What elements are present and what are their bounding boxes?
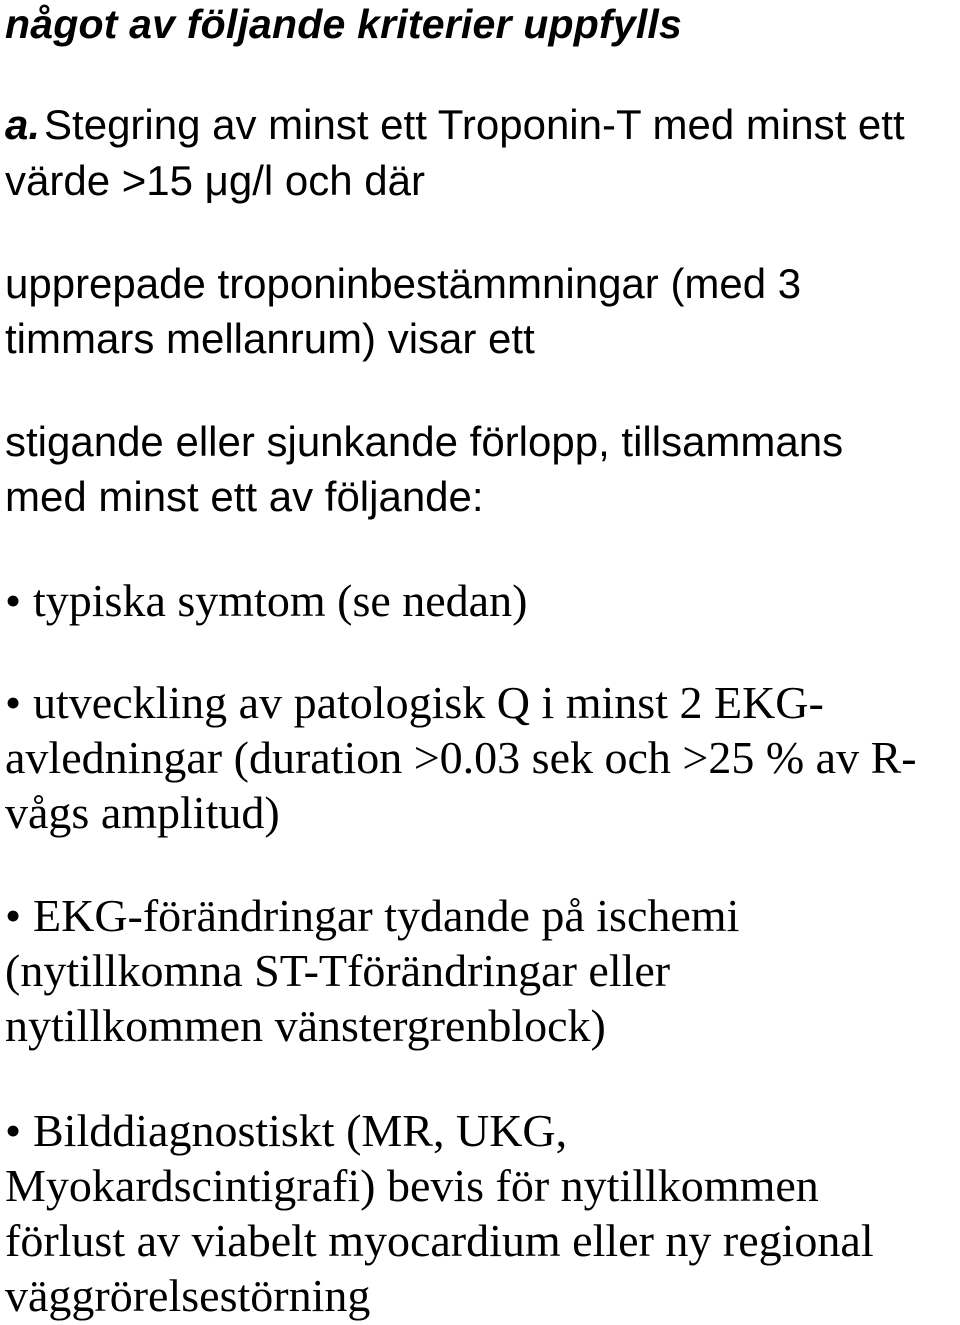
item-a-line-1	[5, 101, 905, 148]
imaging-text-1: Bilddiagnostiskt (MR, UKG,	[33, 1105, 568, 1156]
criteria-heading: något av följande kriterier uppfylls	[5, 1, 683, 47]
ecg-changes-text-1: EKG-förändringar tydande på ischemi	[33, 890, 740, 941]
bullet-icon: •	[5, 1105, 22, 1156]
item-a-text-1: Stegring av minst ett Troponin-T med minst ett	[44, 101, 905, 148]
course-text-1: stigande eller sjunkande förlopp, tillsammans	[5, 418, 844, 465]
bullet-icon: •	[5, 677, 22, 728]
q-wave-text-3: vågs amplitud)	[5, 787, 280, 838]
imaging-text-2: Myokardscintigrafi) bevis för nytillkommen	[5, 1160, 819, 1211]
q-wave-text-1: utveckling av patologisk Q i minst 2 EKG-	[33, 677, 824, 728]
bullet-ecg-changes	[5, 890, 740, 941]
bullet-symptoms	[5, 575, 528, 626]
imaging-text-4: väggrörelsestörning	[5, 1270, 371, 1321]
repeat-text-1: upprepade troponinbestämmningar (med 3	[5, 260, 802, 307]
bullet-icon: •	[5, 890, 22, 941]
bullet-q-wave	[5, 677, 824, 728]
q-wave-text-2: avledningar (duration >0.03 sek och >25 % av R-	[5, 732, 917, 783]
item-a-marker: a.	[5, 101, 41, 148]
bullet-imaging	[5, 1105, 568, 1156]
imaging-text-3: förlust av viabelt myocardium eller ny regional	[5, 1215, 874, 1266]
ecg-changes-text-3: nytillkommen vänstergrenblock)	[5, 1000, 606, 1051]
symptoms-text-1: typiska symtom (se nedan)	[33, 575, 528, 626]
repeat-text-2: timmars mellanrum) visar ett	[5, 315, 535, 362]
item-a-text-2: värde >15 μg/l och där	[5, 157, 425, 204]
bullet-icon: •	[5, 575, 22, 626]
ecg-changes-text-2: (nytillkomna ST-Tförändringar eller	[5, 945, 671, 996]
course-text-2: med minst ett av följande:	[5, 473, 484, 520]
